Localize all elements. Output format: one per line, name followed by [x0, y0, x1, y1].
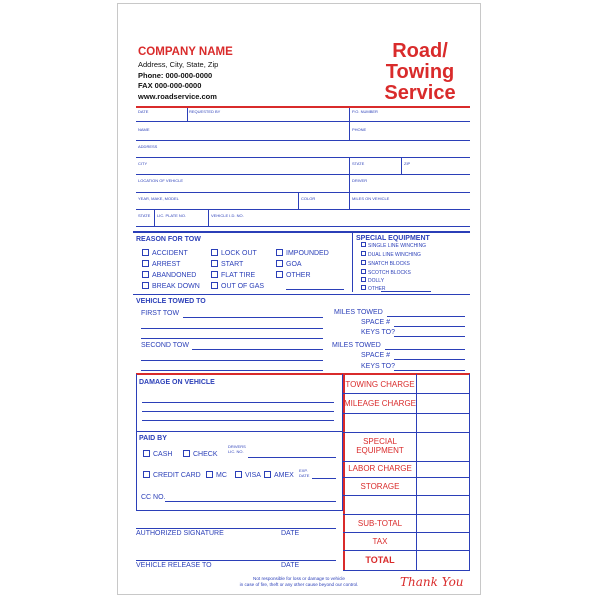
grid-line — [136, 140, 470, 141]
second-space-line[interactable] — [394, 359, 465, 360]
form-title-line-3: Service — [384, 82, 456, 104]
reason-for-tow-title: REASON FOR TOW — [136, 236, 201, 243]
grid-divider — [187, 108, 188, 121]
cc-no-line[interactable] — [165, 501, 336, 502]
liability-note-line-2: in case of fire, theft or any other cause beyond our control. — [239, 582, 359, 587]
impounded-checkbox[interactable]: IMPOUNDED — [276, 249, 329, 257]
vehicle-release-line[interactable] — [136, 560, 336, 561]
special-equipment-title: SPECIAL EQUIPMENT — [356, 235, 430, 242]
date-field-label[interactable]: DATE — [138, 109, 149, 114]
other-equipment-line[interactable] — [381, 291, 431, 292]
exp-date-label: EXP. DATE — [299, 468, 310, 478]
company-address: Address, City, State, Zip — [138, 60, 219, 69]
labor-charge-label: LABOR CHARGE — [348, 464, 412, 473]
grid-divider — [208, 209, 209, 226]
charges-table-right-border — [469, 374, 470, 571]
special-equipment-charge-label — [343, 437, 417, 455]
grid-divider — [349, 121, 350, 140]
section-divider — [133, 231, 470, 233]
charges-row-line — [343, 432, 469, 433]
second-tow-line[interactable] — [192, 349, 323, 350]
single-line-winching-checkbox[interactable]: SINGLE LINE WINCHING — [361, 242, 426, 249]
lock-out-checkbox[interactable]: LOCK OUT — [211, 249, 257, 257]
damage-line-1[interactable] — [142, 402, 334, 403]
liability-note — [214, 576, 384, 588]
charges-row-line — [343, 495, 469, 496]
vehicle-id-field-label[interactable]: VEHICLE I.D. NO. — [211, 213, 244, 218]
charges-row-line — [343, 461, 469, 462]
signature-date-label: DATE — [281, 530, 300, 537]
other-equipment-checkbox[interactable]: OTHER — [361, 285, 386, 292]
form-title-line-1: Road/ — [392, 40, 448, 62]
grid-divider — [154, 209, 155, 226]
form-title-line-2: Towing — [385, 61, 455, 83]
company-fax: FAX 000-000-0000 — [138, 81, 202, 90]
other-checkbox[interactable]: OTHER — [276, 271, 311, 279]
second-space-label: SPACE # — [361, 352, 391, 359]
damage-line-3[interactable] — [142, 420, 334, 421]
paid-by-title: PAID BY — [139, 435, 167, 442]
po-number-field-label[interactable]: P.O. NUMBER — [352, 109, 378, 114]
state-field-label-2[interactable]: STATE — [138, 213, 151, 218]
check-checkbox[interactable]: CHECK — [183, 450, 218, 458]
drivers-lic-label: DRIVERS LIC. NO. — [228, 444, 246, 454]
company-website: www.roadservice.com — [138, 92, 217, 101]
section-divider — [352, 232, 353, 292]
first-tow-line[interactable] — [183, 317, 323, 318]
break-down-checkbox[interactable]: BREAK DOWN — [142, 282, 200, 290]
other-reason-line[interactable] — [286, 289, 344, 290]
special-equipment-label-line-2: EQUIPMENT — [356, 446, 404, 455]
grid-divider — [349, 157, 350, 174]
damage-on-vehicle-title: DAMAGE ON VEHICLE — [139, 379, 215, 386]
arrest-checkbox[interactable]: ARREST — [142, 260, 180, 268]
drivers-lic-line[interactable] — [248, 457, 336, 458]
miles-on-vehicle-field-label[interactable]: MILES ON VEHICLE — [352, 196, 390, 201]
driver-field-label[interactable]: DRIVER — [352, 178, 368, 183]
company-phone: Phone: 000-000-0000 — [138, 71, 213, 80]
box-border-bottom — [136, 510, 342, 511]
zip-field-label[interactable]: ZIP — [404, 161, 411, 166]
cash-checkbox[interactable]: CASH — [143, 450, 172, 458]
authorized-signature-label: AUTHORIZED SIGNATURE — [136, 530, 224, 537]
special-equipment-label-line-1: SPECIAL — [363, 437, 397, 446]
company-name: COMPANY NAME — [138, 46, 233, 58]
form-title — [360, 41, 480, 104]
charges-row-line — [343, 514, 469, 515]
second-tow-line-3[interactable] — [141, 370, 323, 371]
name-field-label[interactable]: NAME — [138, 127, 150, 132]
second-miles-towed-label: MILES TOWED — [332, 342, 381, 349]
first-miles-towed-line[interactable] — [387, 316, 465, 317]
out-of-gas-checkbox[interactable]: OUT OF GAS — [211, 282, 264, 290]
grid-divider — [401, 157, 402, 174]
total-label: TOTAL — [365, 555, 395, 565]
first-keys-line[interactable] — [394, 336, 465, 337]
grid-line — [136, 157, 470, 158]
visa-checkbox[interactable]: VISA — [235, 471, 261, 479]
storage-label: STORAGE — [360, 482, 400, 491]
grid-line — [136, 121, 470, 122]
first-keys-label: KEYS TO? — [361, 329, 395, 336]
cc-no-label: CC NO. — [141, 494, 166, 501]
charges-row-line — [343, 550, 469, 551]
flat-tire-checkbox[interactable]: FLAT TIRE — [211, 271, 255, 279]
release-date-label: DATE — [281, 562, 300, 569]
abandoned-checkbox[interactable]: ABANDONED — [142, 271, 196, 279]
tax-label: TAX — [372, 537, 388, 546]
towing-charge-label: TOWING CHARGE — [345, 380, 415, 389]
grid-divider — [349, 174, 350, 192]
scotch-blocks-checkbox[interactable]: SCOTCH BLOCKS — [361, 269, 411, 276]
section-divider — [136, 431, 342, 432]
second-tow-line-2[interactable] — [141, 360, 323, 361]
state-field-label[interactable]: STATE — [352, 161, 365, 166]
box-border-left — [136, 374, 137, 511]
location-field-label[interactable]: LOCATION OF VEHICLE — [138, 178, 184, 183]
grid-line — [136, 192, 470, 193]
grid-divider — [298, 192, 299, 209]
exp-date-line[interactable] — [312, 478, 336, 479]
dual-line-winching-checkbox[interactable]: DUAL LINE WINCHING — [361, 251, 421, 258]
towing-service-form — [117, 3, 481, 595]
first-space-line[interactable] — [394, 326, 465, 327]
mc-checkbox[interactable]: MC — [206, 471, 227, 479]
vehicle-release-to-label: VEHICLE RELEASE TO — [136, 562, 212, 569]
second-miles-towed-line[interactable] — [385, 349, 465, 350]
dolly-checkbox[interactable]: DOLLY — [361, 277, 384, 284]
subtotal-label: SUB-TOTAL — [357, 519, 403, 528]
damage-line-2[interactable] — [142, 411, 334, 412]
charges-row-line — [343, 532, 469, 533]
section-divider — [133, 294, 470, 295]
grid-divider — [349, 108, 350, 121]
amex-checkbox[interactable]: AMEX — [264, 471, 294, 479]
vehicle-towed-to-title: VEHICLE TOWED TO — [136, 298, 206, 305]
color-field-label[interactable]: COLOR — [301, 196, 316, 201]
thank-you-text: Thank You — [400, 575, 464, 589]
accident-checkbox[interactable]: ACCIDENT — [142, 249, 188, 257]
start-checkbox[interactable]: START — [211, 260, 243, 268]
charges-row-line — [343, 570, 469, 571]
liability-note-line-1: Not responsible for loss or damage to vehicle — [253, 576, 345, 581]
first-miles-towed-label: MILES TOWED — [334, 309, 383, 316]
charges-row-line — [343, 413, 469, 414]
year-make-model-field-label[interactable]: YEAR, MAKE, MODEL — [138, 196, 179, 201]
authorized-signature-line[interactable] — [136, 528, 336, 529]
grid-line — [136, 226, 470, 227]
requested-by-field-label[interactable]: REQUESTED BY — [189, 109, 221, 114]
second-keys-label: KEYS TO? — [361, 363, 395, 370]
credit-card-checkbox[interactable]: CREDIT CARD — [143, 471, 201, 479]
grid-line — [136, 174, 470, 175]
second-tow-label: SECOND TOW — [141, 342, 189, 349]
snatch-blocks-checkbox[interactable]: SNATCH BLOCKS — [361, 260, 410, 267]
first-space-label: SPACE # — [361, 319, 391, 326]
city-field-label[interactable]: CITY — [138, 161, 148, 166]
second-keys-line[interactable] — [394, 370, 465, 371]
charges-divider — [136, 373, 470, 375]
first-tow-line-3[interactable] — [141, 338, 323, 339]
grid-divider — [349, 192, 350, 209]
first-tow-line-2[interactable] — [141, 328, 323, 329]
goa-checkbox[interactable]: GOA — [276, 260, 302, 268]
phone-field-label[interactable]: PHONE — [352, 127, 367, 132]
grid-line — [136, 209, 470, 210]
lic-plate-field-label[interactable]: LIC. PLATE NO. — [157, 213, 187, 218]
address-field-label[interactable]: ADDRESS — [138, 144, 158, 149]
mileage-charge-label: MILEAGE CHARGE — [343, 399, 416, 408]
first-tow-label: FIRST TOW — [141, 310, 180, 317]
charges-row-line — [343, 477, 469, 478]
charges-row-line — [343, 393, 469, 394]
